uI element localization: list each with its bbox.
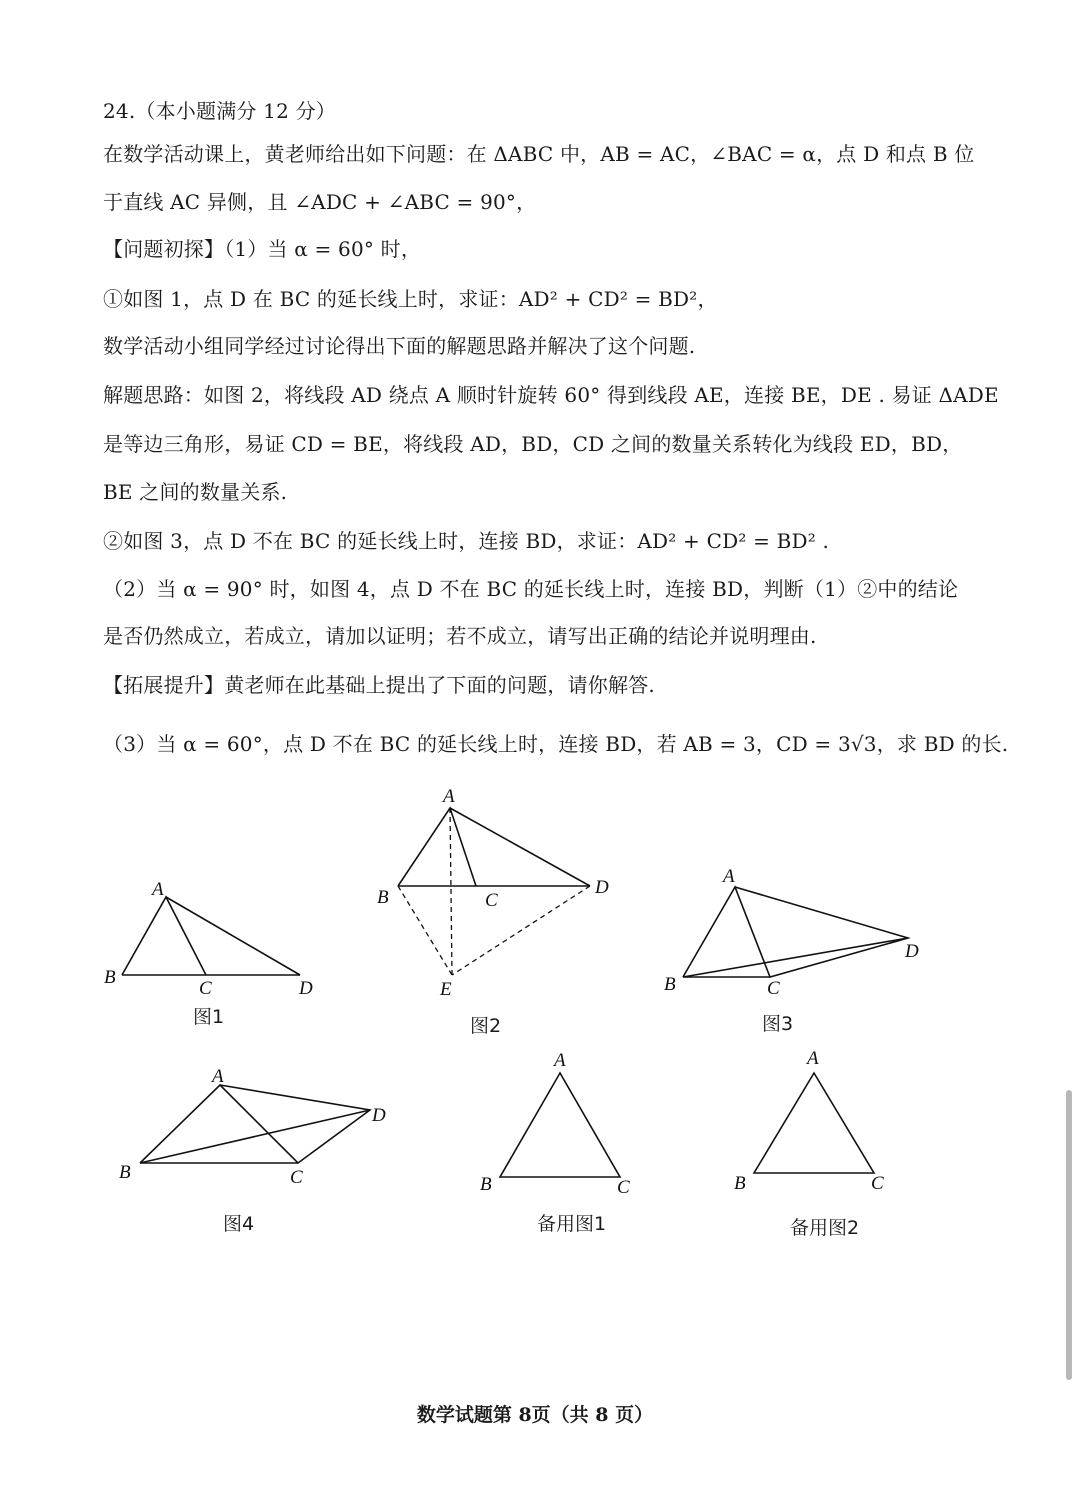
- point-label: A: [807, 1048, 819, 1069]
- question-line: 于直线 AC 异侧，且 ∠ADC + ∠ABC = 90°，: [103, 190, 537, 214]
- question-line: 数学活动小组同学经过讨论得出下面的解题思路并解决了这个问题.: [103, 334, 696, 358]
- point-label: C: [767, 978, 780, 999]
- question-line: （3）当 α = 60°，点 D 不在 BC 的延长线上时，连接 BD，若 AB = 3，CD = 3√3，求 BD 的长.: [103, 732, 1009, 756]
- point-label: B: [377, 887, 389, 908]
- point-label: B: [480, 1174, 492, 1195]
- point-label: A: [212, 1066, 224, 1087]
- point-label: D: [299, 978, 313, 999]
- point-label: C: [871, 1173, 884, 1194]
- point-label: B: [734, 1173, 746, 1194]
- question-line: 在数学活动课上，黄老师给出如下问题：在 ΔABC 中，AB = AC，∠BAC = α，点 D 和点 B 位: [103, 142, 975, 166]
- point-label: B: [664, 974, 676, 995]
- point-label: B: [104, 967, 116, 988]
- point-label: C: [199, 978, 212, 999]
- question-line: 是等边三角形，易证 CD = BE，将线段 AD，BD，CD 之间的数量关系转化为线段 ED，BD，: [103, 432, 963, 456]
- question-line: 【拓展提升】黄老师在此基础上提出了下面的问题，请你解答.: [103, 673, 655, 697]
- point-label: E: [440, 979, 452, 1000]
- question-line: 解题思路：如图 2，将线段 AD 绕点 A 顺时针旋转 60° 得到线段 AE，连接 BE，DE . 易证 ΔADE: [103, 383, 999, 407]
- point-label: D: [905, 941, 919, 962]
- spare-figure-2: [734, 1048, 884, 1194]
- figure-2: [377, 786, 609, 1000]
- page-footer: 数学试题第 8页（共 8 页）: [416, 1404, 654, 1426]
- figure-caption: 图4: [223, 1213, 255, 1235]
- point-label: C: [290, 1167, 303, 1188]
- question-line: （2）当 α = 90° 时，如图 4，点 D 不在 BC 的延长线上时，连接 BD，判断（1）②中的结论: [103, 577, 959, 601]
- question-header: 24.（本小题满分 12 分）: [103, 99, 336, 123]
- question-line: ①如图 1，点 D 在 BC 的延长线上时，求证：AD² + CD² = BD²，: [103, 287, 718, 311]
- point-label: A: [723, 866, 735, 887]
- figure-caption: 备用图1: [537, 1213, 607, 1235]
- figure-1: [104, 879, 313, 999]
- figure-caption: 图3: [762, 1013, 794, 1035]
- spare-figure-1: [480, 1050, 630, 1198]
- point-label: B: [119, 1162, 131, 1183]
- point-label: A: [443, 786, 455, 807]
- question-line: 是否仍然成立，若成立，请加以证明；若不成立，请写出正确的结论并说明理由.: [103, 624, 817, 648]
- question-line: 【问题初探】（1）当 α = 60° 时，: [103, 237, 422, 261]
- figure-4: [119, 1066, 386, 1188]
- point-label: D: [372, 1105, 386, 1126]
- scrollbar[interactable]: [1066, 1090, 1072, 1380]
- point-label: D: [595, 877, 609, 898]
- figure-caption: 备用图2: [790, 1217, 860, 1239]
- figure-caption: 图2: [470, 1015, 502, 1037]
- point-label: A: [554, 1050, 566, 1071]
- question-line: ②如图 3，点 D 不在 BC 的延长线上时，连接 BD，求证：AD² + CD² = BD² .: [103, 529, 830, 553]
- point-label: A: [152, 879, 164, 900]
- question-line: BE 之间的数量关系.: [103, 480, 288, 504]
- point-label: C: [485, 890, 498, 911]
- figure-caption: 图1: [193, 1006, 225, 1028]
- figure-3: [664, 866, 919, 999]
- point-label: C: [617, 1177, 630, 1198]
